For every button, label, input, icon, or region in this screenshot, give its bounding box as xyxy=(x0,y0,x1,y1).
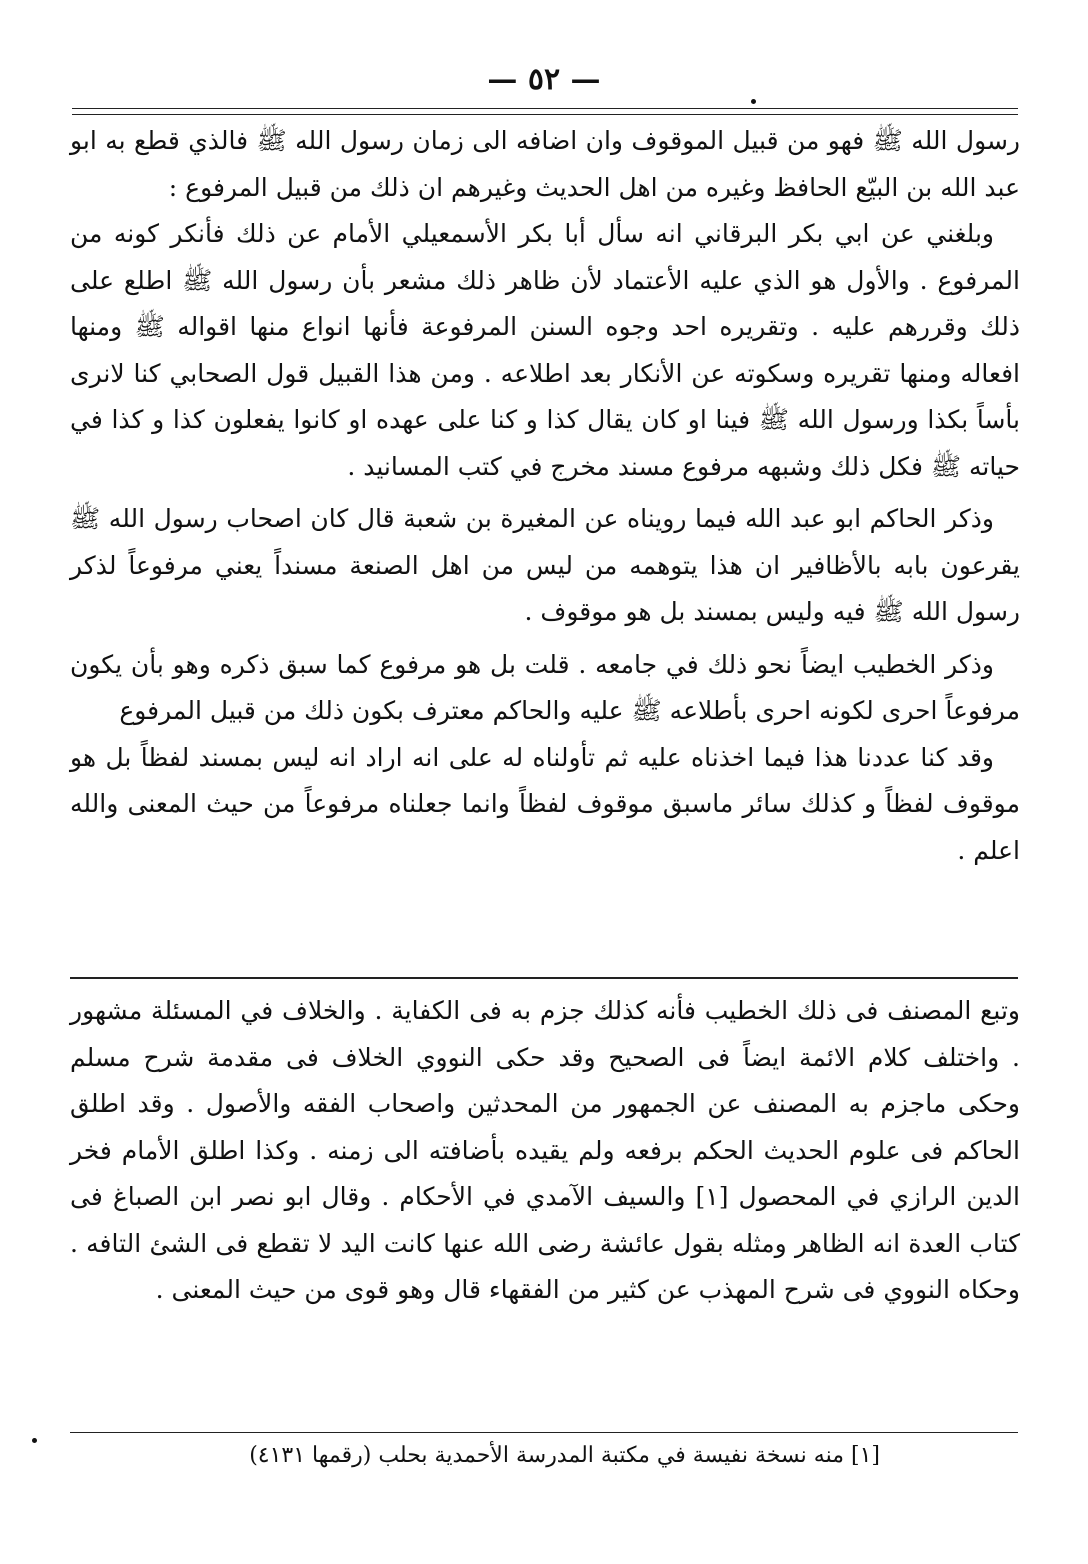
ink-dot-margin xyxy=(32,1438,37,1443)
footnote: [١] منه نسخة نفيسة في مكتبة المدرسة الأحمدية بحلب (رقمها ٤١٣١) xyxy=(249,1443,880,1468)
main-paragraph: وذكر الخطيب ايضاً نحو ذلك في جامعه . قلت بل هو مرفوع كما سبق ذكره وهو بأن يكون مرفوعاً احرى لكونه احرى بأطلاعه ﷺ عليه والحاكم معترف بكون ذلك من قبيل المرفوع xyxy=(70,649,1020,725)
commentary-divider xyxy=(70,977,1018,979)
header-divider xyxy=(72,108,1018,115)
ink-dot-top xyxy=(751,99,756,104)
page-number: — ٥٢ — xyxy=(487,62,601,97)
main-paragraph: رسول الله ﷺ فهو من قبيل الموقوف وان اضافه الى زمان رسول الله ﷺ فالذي قطع به ابو عبد الله بن البيّع الحافظ وغيره من اهل الحديث وغيرهم ان ذلك من قبيل المرفوع : xyxy=(70,126,1020,202)
footnote-divider xyxy=(70,1432,1018,1433)
main-paragraph: وذكر الحاكم ابو عبد الله فيما رويناه عن المغيرة بن شعبة قال كان اصحاب رسول الله ﷺ يقرعون بابه بالأظافير ان هذا يتوهمه من ليس من اهل الصنعة مسنداً يعني مرفوعاً لذكر رسول الله ﷺ فيه وليس بمسند بل هو موقوف . xyxy=(70,504,1020,626)
main-paragraph: وبلغني عن ابي بكر البرقاني انه سأل أبا بكر الأسمعيلي الأمام عن ذلك فأنكر كونه من المرفوع . والأول هو الذي عليه الأعتماد لأن ظاهر ذلك مشعر بأن رسول الله ﷺ اطلع على ذلك وقررهم عليه . وتقريره احد وجوه السنن المرفوعة فأنها انواع منها اقواله ﷺ ومنها افعاله ومنها تقريره وسكوته عن الأنكار بعد اطلاعه . ومن هذا القبيل قول الصحابي كنا لانرى بأساً بكذا ورسول الله ﷺ فينا او كان يقال كذا و كنا على عهده او كانوا يفعلون كذا و كذا في حياته ﷺ فكل ذلك وشبهه مرفوع مسند مخرج في كتب المسانيد . xyxy=(70,219,1020,481)
commentary-paragraph: وتبع المصنف فى ذلك الخطيب فأنه كذلك جزم به فى الكفاية . والخلاف في المسئلة مشهور . واختلف كلام الائمة ايضاً فى الصحيح وقد حكى النووي الخلاف فى مقدمة شرح مسلم وحكى ماجزم به المصنف عن الجمهور من المحدثين واصحاب الفقه والأصول . وقد اطلق الحاكم فى علوم الحديث الحكم برفعه ولم يقيده بأضافته الى زمنه . وكذا اطلق الأمام فخر الدين الرازي في المحصول [١] والسيف الآمدي في الأحكام . وقال ابو نصر ابن الصباغ فى كتاب العدة انه الظاهر ومثله بقول عائشة رضى الله عنها كانت اليد لا تقطع فى الشئ التافه . وحكاه النووي فى شرح المهذب عن كثير من الفقهاء قال وهو قوى من حيث المعنى . xyxy=(70,996,1020,1304)
main-text xyxy=(70,118,1020,874)
commentary-text xyxy=(70,988,1020,1314)
main-paragraph: وقد كنا عددنا هذا فيما اخذناه عليه ثم تأولناه له على انه اراد انه ليس بمسند لفظاً بل هو موقوف لفظاً و كذلك سائر ماسبق موقوف لفظاً وانما جعلناه مرفوعاً من حيث المعنى والله اعلم . xyxy=(70,742,1020,865)
